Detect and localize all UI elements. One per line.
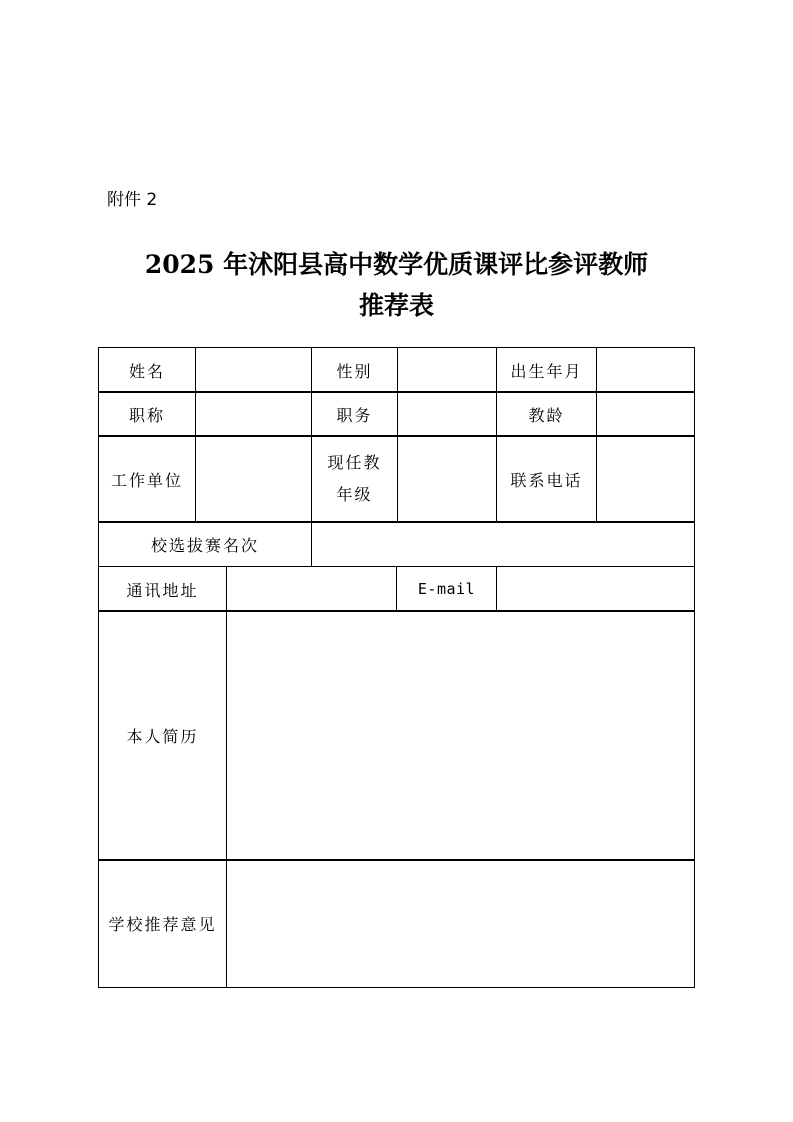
position-field[interactable] [397, 392, 496, 436]
form-row-school-opinion [98, 859, 695, 988]
phone-label: 联系电话 [496, 436, 596, 522]
birth-label: 出生年月 [496, 348, 596, 392]
name-label: 姓名 [128, 361, 165, 381]
work-unit-field[interactable] [195, 436, 311, 522]
address-field[interactable] [226, 567, 396, 611]
position-label: 职务 [311, 392, 397, 436]
form-row-resume [98, 610, 695, 861]
title-line-1: 2025 年沭阳县高中数学优质课评比参评教师 [144, 250, 649, 279]
form-row-selection [98, 521, 695, 567]
email-label: E-mail [396, 567, 496, 611]
gender-field[interactable] [397, 348, 496, 392]
teaching-years-field[interactable] [596, 392, 693, 436]
name-field[interactable] [195, 348, 311, 392]
current-grade-field[interactable] [397, 436, 496, 522]
form-row-basic-info [98, 347, 695, 393]
attachment-label: 附件 2 [107, 190, 158, 210]
title-label: 职称 [128, 405, 165, 425]
recommendation-form-table [98, 347, 695, 988]
current-grade-label-line2: 年级 [336, 485, 373, 504]
document-title [100, 244, 693, 326]
email-field[interactable] [496, 567, 693, 611]
title-line-2: 推荐表 [358, 291, 434, 320]
resume-field[interactable] [226, 611, 693, 860]
birth-field[interactable] [596, 348, 693, 392]
teaching-years-label: 教龄 [496, 392, 596, 436]
current-grade-label-line1: 现任教 [327, 453, 382, 472]
gender-label: 性别 [311, 348, 397, 392]
current-grade-label [311, 436, 397, 522]
form-row-contact [98, 566, 695, 612]
school-opinion-field[interactable] [226, 860, 693, 987]
form-row-position [98, 391, 695, 437]
school-selection-label: 校选拔赛名次 [150, 535, 259, 555]
work-unit-label: 工作单位 [110, 470, 183, 490]
phone-field[interactable] [596, 436, 693, 522]
school-selection-field[interactable] [311, 522, 693, 566]
title-field[interactable] [195, 392, 311, 436]
school-opinion-label: 学校推荐意见 [108, 915, 217, 934]
form-row-work [98, 435, 695, 523]
address-label: 通讯地址 [126, 580, 199, 600]
resume-label: 本人简历 [126, 727, 199, 746]
